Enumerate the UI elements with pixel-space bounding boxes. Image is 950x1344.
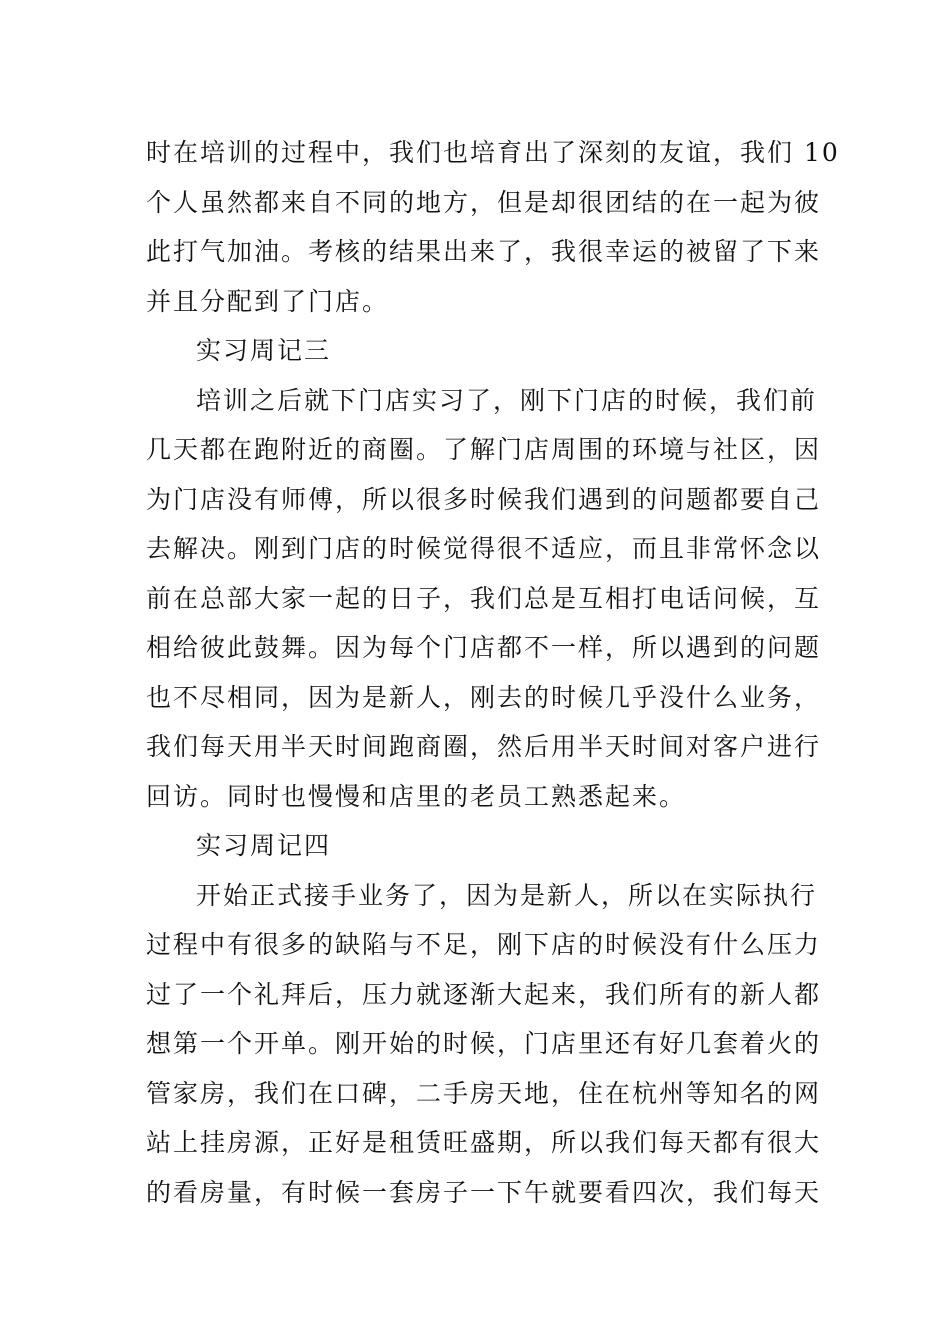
text-line: 过程中有很多的缺陷与不足，刚下店的时候没有什么压力 <box>146 930 822 959</box>
text-line: 相给彼此鼓舞。因为每个门店都不一样，所以遇到的问题 <box>146 633 822 662</box>
text-line: 也不尽相同，因为是新人，刚去的时候几乎没什么业务， <box>146 682 822 712</box>
paragraph-first-line: 培训之后就下门店实习了，刚下门店的时候，我们前 <box>196 385 818 415</box>
text-line: 管家房，我们在口碑，二手房天地，住在杭州等知名的网 <box>146 1078 822 1108</box>
body-text <box>146 128 840 1217</box>
text-line: 的看房量，有时候一套房子一下午就要看四次，我们每天 <box>146 1177 822 1207</box>
text-line: 并且分配到了门店。 <box>146 286 390 316</box>
text-line: 几天都在跑附近的商圈。了解门店周围的环境与社区，因 <box>146 435 822 464</box>
text-line: 为门店没有师傅，所以很多时候我们遇到的问题都要自己 <box>146 484 822 514</box>
text-line: 前在总部大家一起的日子，我们总是互相打电话问候，互 <box>146 583 822 613</box>
text-line: 此打气加油。考核的结果出来了，我很幸运的被留了下来 <box>146 237 822 266</box>
text-line: 想第一个开单。刚开始的时候，门店里还有好几套着火的 <box>146 1029 822 1058</box>
text-line: 过了一个礼拜后，压力就逐渐大起来，我们所有的新人都 <box>146 979 822 1009</box>
paragraph-first-line: 开始正式接手业务了，因为是新人，所以在实际执行 <box>196 880 818 910</box>
text-line: 个人虽然都来自不同的地方，但是却很团结的在一起为彼 <box>146 187 822 217</box>
text-line: 去解决。刚到门店的时候觉得很不适应，而且非常怀念以 <box>146 534 822 563</box>
text-line: 时在培训的过程中，我们也培育出了深刻的友谊，我们 10 <box>146 138 840 167</box>
text-line: 我们每天用半天时间跑商圈，然后用半天时间对客户进行 <box>146 732 822 761</box>
section-heading: 实习周记三 <box>196 336 332 365</box>
text-line: 站上挂房源，正好是租赁旺盛期，所以我们每天都有很大 <box>146 1128 822 1157</box>
text-line: 回访。同时也慢慢和店里的老员工熟悉起来。 <box>146 781 687 811</box>
section-heading: 实习周记四 <box>196 831 332 860</box>
